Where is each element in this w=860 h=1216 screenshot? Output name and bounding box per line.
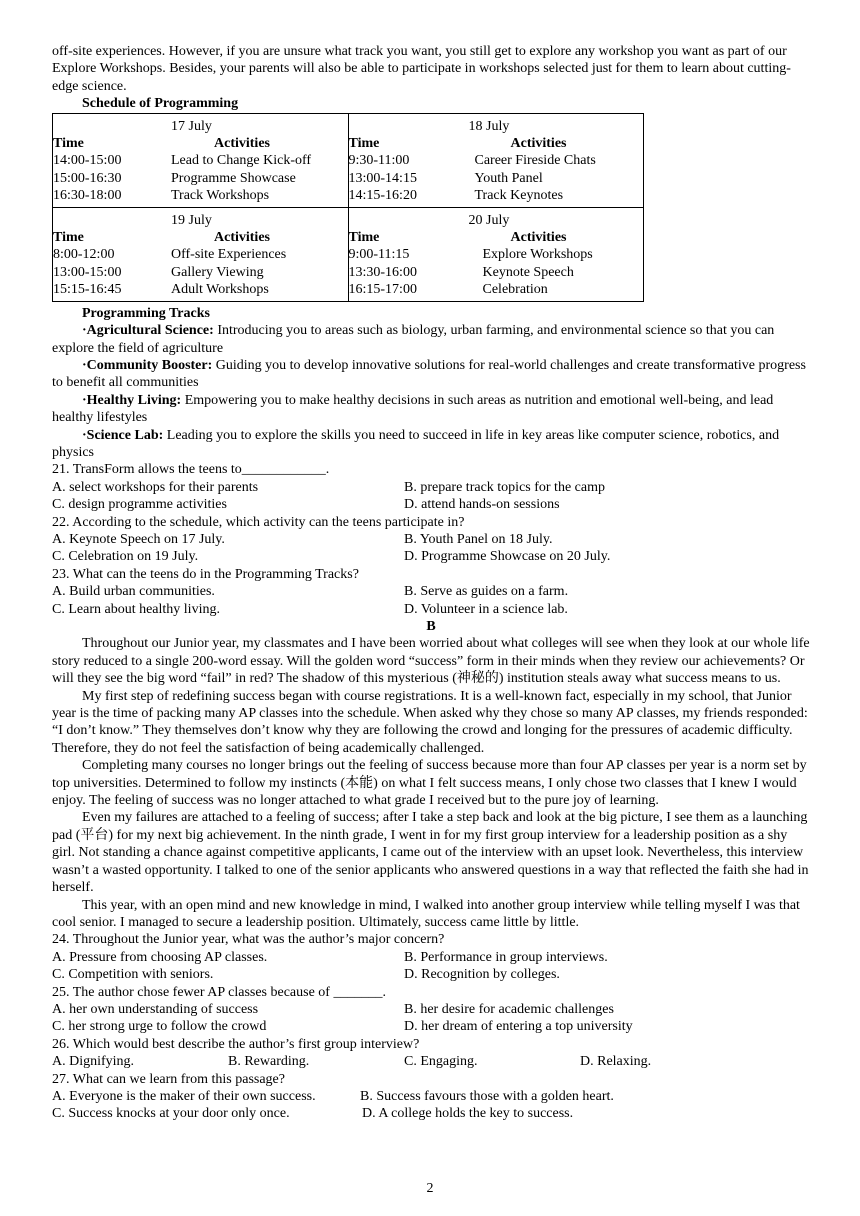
slot-time: 13:00-15:00 xyxy=(53,264,122,280)
track-text: Empowering you to make healthy decisions in such areas as nutrition and emotional well-being, and lead healthy lifestyles xyxy=(52,392,774,426)
question-stem: 27. What can we learn from this passage? xyxy=(52,1071,285,1087)
option-a: A. Dignifying. xyxy=(52,1054,135,1070)
option-d: D. Programme Showcase on 20 July. xyxy=(404,549,611,565)
option-a: A. Pressure from choosing AP classes. xyxy=(52,949,268,965)
slot-activity: Programme Showcase xyxy=(171,170,296,186)
slot-time: 13:00-14:15 xyxy=(348,170,417,186)
slot-activity: Explore Workshops xyxy=(482,247,593,263)
schedule-day-cell xyxy=(348,113,644,207)
slot-activity: Track Workshops xyxy=(171,188,270,204)
option-a: A. Everyone is the maker of their own success. xyxy=(52,1088,316,1104)
slot-activity: Lead to Change Kick-off xyxy=(171,153,312,169)
page-number: 2 xyxy=(426,1181,434,1196)
option-a: A. select workshops for their parents xyxy=(52,479,259,495)
day-date: 18 July xyxy=(468,118,510,134)
option-b: B. prepare track topics for the camp xyxy=(404,479,605,495)
schedule-day-cell xyxy=(53,207,349,301)
slot-activity: Youth Panel xyxy=(474,170,543,186)
option-a: A. Keynote Speech on 17 July. xyxy=(52,531,225,547)
option-c: C. design programme activities xyxy=(52,497,227,513)
activities-header: Activities xyxy=(214,230,270,246)
passage-paragraph: My first step of redefining success began with course registrations. It is a well-known fact, especially in my school, that Junior year is the time of packing many AP classes into the schedule. When asked why they chose so many AP classes, my friends responded: “I don’t know.” They themselves don’t know why they are following the crowd and longing for the pressures of academic difficulty. Therefore, they do not feel the satisfaction of being academically challenged. xyxy=(52,688,808,756)
option-c: C. Success knocks at your door only once. xyxy=(52,1106,290,1122)
option-a: A. her own understanding of success xyxy=(52,1001,259,1017)
option-c: C. Engaging. xyxy=(404,1054,478,1070)
question-stem: 26. Which would best describe the author’s first group interview? xyxy=(52,1036,420,1052)
question-stem: 23. What can the teens do in the Programming Tracks? xyxy=(52,566,359,582)
passage-paragraph: Even my failures are attached to a feeling of success; after I take a step back and look at the big picture, I see them as a launching pad (平台) for my next big achievement. In the ninth grade, I went in for my first group interview for a leadership position as a shy girl. Not standing a chance against competitive applicants, I came out of the interview with an upset look. Nevertheless, this interview wasn’t a wasted opportunity. I talked to one of the senior applicants who answered questions in a way that reflected the faith she had in herself. xyxy=(52,810,809,896)
day-date: 20 July xyxy=(468,212,510,228)
slot-activity: Career Fireside Chats xyxy=(474,153,596,169)
day-date: 17 July xyxy=(171,118,212,134)
slot-activity: Off-site Experiences xyxy=(171,247,287,263)
option-b: B. her desire for academic challenges xyxy=(404,1001,614,1017)
track-item xyxy=(52,392,810,427)
activities-header: Activities xyxy=(510,230,567,246)
option-c: C. her strong urge to follow the crowd xyxy=(52,1019,267,1035)
option-d: D. Relaxing. xyxy=(580,1054,652,1070)
option-b: B. Serve as guides on a farm. xyxy=(404,584,569,600)
track-name: ·Science Lab: xyxy=(82,427,164,443)
option-c: C. Learn about healthy living. xyxy=(52,601,220,617)
slot-activity: Keynote Speech xyxy=(482,264,574,280)
option-c: C. Competition with seniors. xyxy=(52,967,214,983)
slot-time: 13:30-16:00 xyxy=(348,264,417,280)
slot-activity: Celebration xyxy=(482,282,548,298)
time-header: Time xyxy=(348,230,380,246)
intro-paragraph: off-site experiences. However, if you are unsure what track you want, you still get to explore any workshop you want as part of our Explore Workshops. Besides, your parents will also be able to participate in workshops selected just for them to learn about cutting-edge science. xyxy=(52,44,791,94)
option-d: D. Volunteer in a science lab. xyxy=(404,601,568,617)
day-date: 19 July xyxy=(171,212,212,228)
activities-header: Activities xyxy=(214,136,270,152)
track-text: Introducing you to areas such as biology, urban farming, and environmental science so that you can explore the field of agriculture xyxy=(52,323,775,356)
document-page xyxy=(52,43,810,1123)
slot-time: 9:00-11:15 xyxy=(348,247,410,263)
slot-activity: Gallery Viewing xyxy=(171,264,264,280)
slot-time: 15:00-16:30 xyxy=(53,170,122,186)
tracks-title: Programming Tracks xyxy=(82,305,210,321)
track-text: Guiding you to develop innovative solutions for real-world challenges and create transformative progress to benefit all communities xyxy=(52,357,806,391)
option-d: D. Recognition by colleges. xyxy=(404,967,560,983)
passage-paragraph: Completing many courses no longer brings out the feeling of success because more than four AP classes per year is a norm set by top universities. Determined to follow my instincts (本能) on what I felt success means, I only chose two classes that I knew I would enjoy. The feeling of success was no longer attached to what grade I received but to the pure joy of learning. xyxy=(52,758,807,809)
time-header: Time xyxy=(53,230,84,246)
schedule-title: Schedule of Programming xyxy=(82,96,239,112)
slot-activity: Track Keynotes xyxy=(474,188,564,204)
track-name: ·Community Booster: xyxy=(82,357,213,373)
slot-time: 9:30-11:00 xyxy=(348,153,410,169)
track-item xyxy=(52,427,810,462)
slot-time: 15:15-16:45 xyxy=(53,282,122,298)
time-header: Time xyxy=(348,136,380,152)
schedule-table xyxy=(52,113,644,302)
question-stem: 21. TransForm allows the teens to____________. xyxy=(52,462,330,478)
option-d: D. A college holds the key to success. xyxy=(362,1106,574,1122)
schedule-day-cell xyxy=(53,113,349,207)
track-name: ·Healthy Living: xyxy=(82,392,182,408)
schedule-day-cell xyxy=(348,207,644,301)
slot-time: 14:00-15:00 xyxy=(53,153,122,169)
question-stem: 25. The author chose fewer AP classes because of _______. xyxy=(52,984,386,1000)
option-d: D. her dream of entering a top university xyxy=(404,1019,633,1035)
option-a: A. Build urban communities. xyxy=(52,584,215,600)
slot-time: 14:15-16:20 xyxy=(348,188,417,204)
option-b: B. Performance in group interviews. xyxy=(404,949,608,965)
track-name: ·Agricultural Science: xyxy=(82,323,214,339)
option-b: B. Rewarding. xyxy=(228,1054,310,1070)
passage-paragraph: This year, with an open mind and new knowledge in mind, I walked into another group interview while telling myself I was that cool senior. I managed to secure a leadership position. Ultimately, success came little by little. xyxy=(52,897,800,930)
question-stem: 24. Throughout the Junior year, what was the author’s major concern? xyxy=(52,932,445,948)
option-c: C. Celebration on 19 July. xyxy=(52,549,199,565)
option-b: B. Success favours those with a golden heart. xyxy=(360,1088,614,1104)
question-stem: 22. According to the schedule, which activity can the teens participate in? xyxy=(52,514,465,530)
track-item xyxy=(52,357,810,392)
track-item xyxy=(52,322,810,357)
slot-activity: Adult Workshops xyxy=(171,282,269,298)
passage-paragraph: Throughout our Junior year, my classmates and I have been worried about what colleges will see when they look at our whole life story reduced to a single 200-word essay. Will the golden word “success” form in their minds when they review our achievements? Or will they see the big word “fail” in red? The shadow of this mysterious (神秘的) institution steals away what success means to us. xyxy=(52,636,810,687)
track-text: Leading you to explore the skills you need to succeed in life in key areas like computer science, robotics, and physics xyxy=(52,427,780,460)
option-b: B. Youth Panel on 18 July. xyxy=(404,531,553,547)
slot-time: 16:15-17:00 xyxy=(348,282,417,298)
slot-time: 8:00-12:00 xyxy=(53,247,115,263)
time-header: Time xyxy=(53,136,84,152)
slot-time: 16:30-18:00 xyxy=(53,188,122,204)
activities-header: Activities xyxy=(510,136,567,152)
section-b-label: B xyxy=(426,619,436,634)
option-d: D. attend hands-on sessions xyxy=(404,497,560,513)
